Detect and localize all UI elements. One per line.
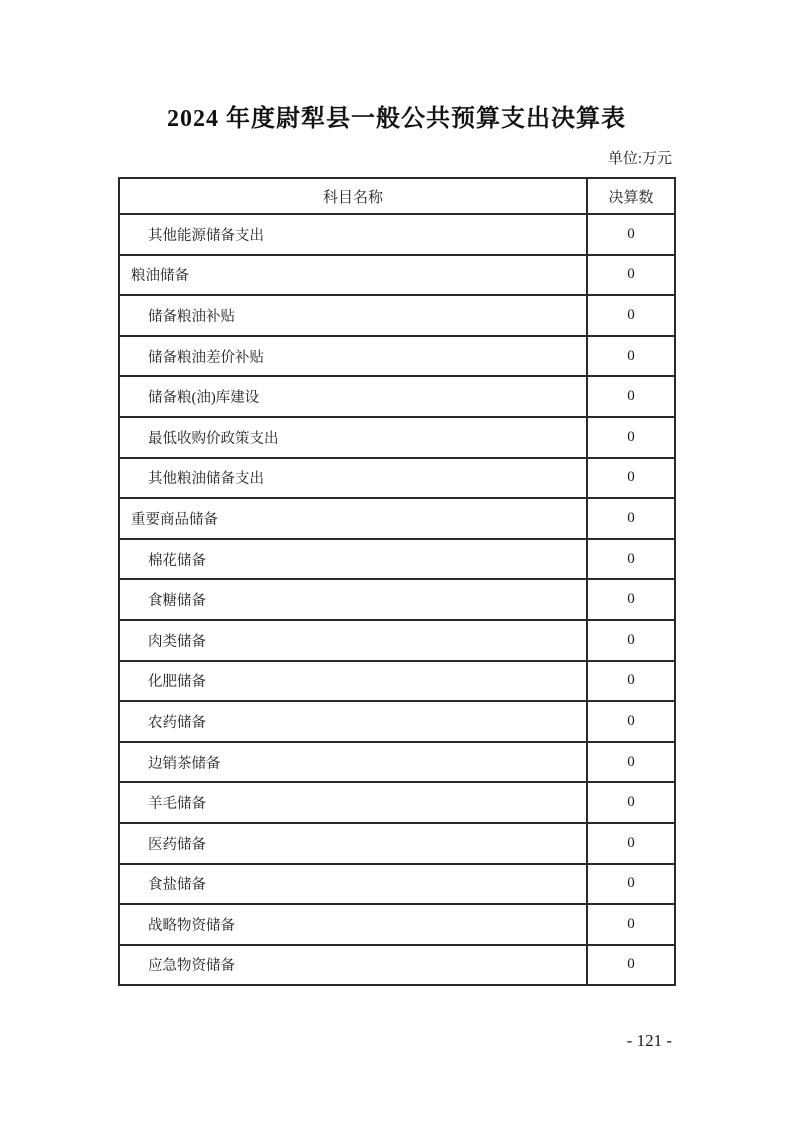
subject-name-cell: 储备粮油差价补贴 xyxy=(119,336,587,377)
table-row xyxy=(119,376,675,417)
table-row xyxy=(119,661,675,702)
subject-name-cell: 农药储备 xyxy=(119,701,587,742)
amount-cell: 0 xyxy=(587,701,675,742)
table-row xyxy=(119,782,675,823)
amount-cell: 0 xyxy=(587,823,675,864)
table-row xyxy=(119,417,675,458)
amount-cell: 0 xyxy=(587,417,675,458)
amount-cell: 0 xyxy=(587,539,675,580)
amount-cell: 0 xyxy=(587,904,675,945)
subject-name-cell: 食糖储备 xyxy=(119,579,587,620)
table-row xyxy=(119,458,675,499)
table-header-row xyxy=(119,178,675,214)
amount-cell: 0 xyxy=(587,295,675,336)
table-row xyxy=(119,620,675,661)
table-body xyxy=(119,214,675,985)
amount-cell: 0 xyxy=(587,376,675,417)
table-row xyxy=(119,498,675,539)
amount-cell: 0 xyxy=(587,458,675,499)
subject-name-cell: 其他粮油储备支出 xyxy=(119,458,587,499)
column-header-subject-name: 科目名称 xyxy=(119,178,587,214)
table-row xyxy=(119,336,675,377)
amount-cell: 0 xyxy=(587,498,675,539)
subject-name-cell: 边销茶储备 xyxy=(119,742,587,783)
table-row xyxy=(119,255,675,296)
table-row xyxy=(119,742,675,783)
amount-cell: 0 xyxy=(587,661,675,702)
page-number: - 121 - xyxy=(626,1031,672,1050)
subject-name-cell: 粮油储备 xyxy=(119,255,587,296)
table-row xyxy=(119,539,675,580)
amount-cell: 0 xyxy=(587,864,675,905)
amount-cell: 0 xyxy=(587,336,675,377)
amount-cell: 0 xyxy=(587,782,675,823)
subject-name-cell: 重要商品储备 xyxy=(119,498,587,539)
subject-name-cell: 化肥储备 xyxy=(119,661,587,702)
table-row xyxy=(119,295,675,336)
subject-name-cell: 肉类储备 xyxy=(119,620,587,661)
subject-name-cell: 羊毛储备 xyxy=(119,782,587,823)
subject-name-cell: 储备粮(油)库建设 xyxy=(119,376,587,417)
amount-cell: 0 xyxy=(587,214,675,255)
subject-name-cell: 储备粮油补贴 xyxy=(119,295,587,336)
amount-cell: 0 xyxy=(587,945,675,986)
amount-cell: 0 xyxy=(587,742,675,783)
subject-name-cell: 棉花储备 xyxy=(119,539,587,580)
budget-table xyxy=(118,177,676,986)
amount-cell: 0 xyxy=(587,620,675,661)
table-row xyxy=(119,214,675,255)
table-row xyxy=(119,579,675,620)
subject-name-cell: 食盐储备 xyxy=(119,864,587,905)
subject-name-cell: 最低收购价政策支出 xyxy=(119,417,587,458)
subject-name-cell: 医药储备 xyxy=(119,823,587,864)
amount-cell: 0 xyxy=(587,255,675,296)
table-row xyxy=(119,701,675,742)
table-row xyxy=(119,945,675,986)
subject-name-cell: 应急物资储备 xyxy=(119,945,587,986)
subject-name-cell: 战略物资储备 xyxy=(119,904,587,945)
table-row xyxy=(119,823,675,864)
table-row xyxy=(119,864,675,905)
amount-cell: 0 xyxy=(587,579,675,620)
column-header-final-amount: 决算数 xyxy=(587,178,675,214)
subject-name-cell: 其他能源储备支出 xyxy=(119,214,587,255)
page-title: 2024 年度尉犁县一般公共预算支出决算表 xyxy=(167,106,626,132)
unit-label: 单位:万元 xyxy=(607,151,672,167)
table-row xyxy=(119,904,675,945)
